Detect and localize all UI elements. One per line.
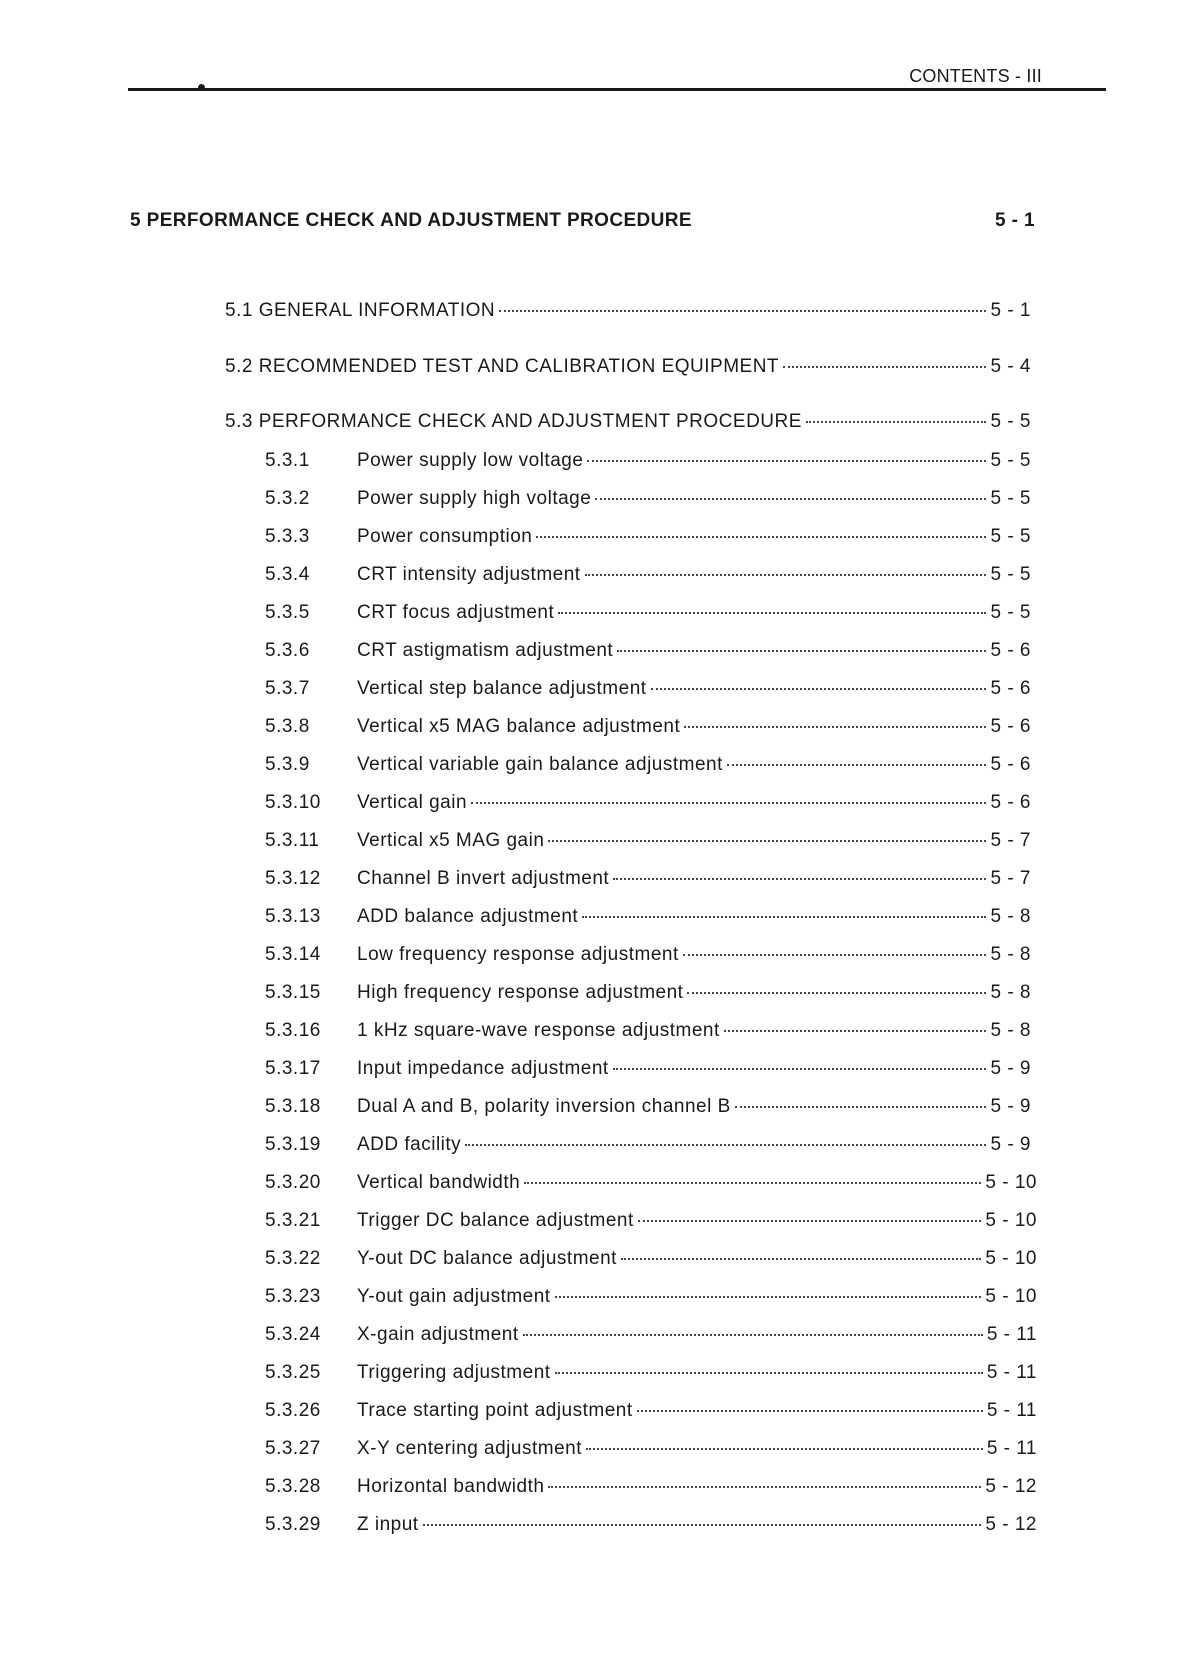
- toc-subsection-number: 5.3.2: [265, 488, 310, 509]
- toc-subsection-title: Triggering adjustment: [357, 1362, 551, 1383]
- toc-subsection-number: 5.3.23: [265, 1286, 321, 1307]
- toc-subsection-number: 5.3.17: [265, 1058, 321, 1079]
- toc-page-number: 5 - 10: [985, 1286, 1037, 1307]
- dot-leader: [783, 366, 986, 368]
- toc-subsection-number: 5.3.24: [265, 1324, 321, 1345]
- chapter-title: 5 PERFORMANCE CHECK AND ADJUSTMENT PROCEDURE: [130, 210, 692, 231]
- dot-leader: [586, 1448, 983, 1450]
- toc-subsection-number: 5.3.10: [265, 792, 321, 813]
- toc-page-number: 5 - 4: [990, 356, 1031, 377]
- toc-subsection-row[interactable]: [265, 1286, 1037, 1312]
- dot-leader: [806, 421, 987, 423]
- dot-leader: [524, 1182, 981, 1184]
- dot-leader: [637, 1410, 983, 1412]
- dot-leader: [595, 498, 986, 500]
- toc-subsection-title: X-gain adjustment: [357, 1324, 519, 1345]
- dot-leader: [684, 726, 986, 728]
- toc-subsection-row[interactable]: [265, 1020, 1031, 1046]
- toc-subsection-row[interactable]: [265, 1248, 1037, 1274]
- toc-page-number: 5 - 7: [990, 868, 1031, 889]
- toc-subsection-title: CRT intensity adjustment: [357, 564, 581, 585]
- toc-page-number: 5 - 12: [985, 1514, 1037, 1535]
- toc-subsection-title: ADD facility: [357, 1134, 462, 1155]
- toc-subsection-title: X-Y centering adjustment: [357, 1438, 582, 1459]
- toc-subsection-title: Vertical x5 MAG gain: [357, 830, 545, 851]
- chapter-heading: [130, 210, 1035, 232]
- toc-subsection-title: Power supply low voltage: [357, 450, 584, 471]
- toc-subsection-number: 5.3.26: [265, 1400, 321, 1421]
- toc-subsection-number: 5.3.29: [265, 1514, 321, 1535]
- toc-subsection-number: 5.3.4: [265, 564, 310, 585]
- toc-page-number: 5 - 6: [990, 640, 1031, 661]
- dot-leader: [613, 1068, 987, 1070]
- toc-subsection-title: ADD balance adjustment: [357, 906, 579, 927]
- toc-subsection-number: 5.3.18: [265, 1096, 321, 1117]
- dot-leader: [651, 688, 987, 690]
- toc-subsection-row[interactable]: [265, 1362, 1037, 1388]
- toc-subsection-title: High frequency response adjustment: [357, 982, 684, 1003]
- toc-subsection-title: Y-out DC balance adjustment: [357, 1248, 617, 1269]
- header-rule: [128, 88, 1106, 91]
- toc-page-number: 5 - 5: [990, 411, 1031, 432]
- toc-page-number: 5 - 8: [990, 1020, 1031, 1041]
- toc-subsection-title: Vertical step balance adjustment: [357, 678, 647, 699]
- dot-leader: [617, 650, 986, 652]
- toc-subsection-number: 5.3.21: [265, 1210, 321, 1231]
- chapter-page: 5 - 1: [994, 210, 1035, 231]
- page-header-label: CONTENTS - III: [909, 66, 1042, 86]
- toc-subsection-number: 5.3.12: [265, 868, 321, 889]
- toc-subsection-row[interactable]: [265, 716, 1031, 742]
- toc-subsection-row[interactable]: [265, 1324, 1037, 1350]
- toc-page-number: 5 - 7: [990, 830, 1031, 851]
- dot-leader: [585, 574, 987, 576]
- toc-page-number: 5 - 8: [990, 982, 1031, 1003]
- toc-subsection-number: 5.3.3: [265, 526, 310, 547]
- toc-subsection-title: 1 kHz square-wave response adjustment: [357, 1020, 720, 1041]
- dot-leader: [582, 916, 986, 918]
- toc-subsection-number: 5.3.20: [265, 1172, 321, 1193]
- toc-page-number: 5 - 5: [990, 450, 1031, 471]
- toc-section-title: 5.1 GENERAL INFORMATION: [225, 300, 496, 321]
- toc-subsection-number: 5.3.11: [265, 830, 320, 851]
- toc-subsection-row[interactable]: [265, 640, 1031, 666]
- toc-subsection-number: 5.3.19: [265, 1134, 321, 1155]
- toc-page-number: 5 - 11: [986, 1400, 1037, 1421]
- dot-leader: [548, 1486, 981, 1488]
- toc-subsection-number: 5.3.1: [265, 450, 310, 471]
- toc-section-row[interactable]: [225, 411, 1031, 437]
- dot-leader: [613, 878, 986, 880]
- toc-subsection-title: Horizontal bandwidth: [357, 1476, 545, 1497]
- header-rule-dot: [198, 84, 205, 91]
- toc-subsection-number: 5.3.27: [265, 1438, 321, 1459]
- toc-page-number: 5 - 10: [985, 1248, 1037, 1269]
- toc-subsection-row[interactable]: [265, 678, 1031, 704]
- toc-page-number: 5 - 5: [990, 564, 1031, 585]
- dot-leader: [555, 1372, 983, 1374]
- toc-subsection-title: Input impedance adjustment: [357, 1058, 609, 1079]
- dot-leader: [735, 1106, 987, 1108]
- toc-subsection-row[interactable]: [265, 450, 1031, 476]
- dot-leader: [621, 1258, 981, 1260]
- toc-subsection-title: Power consumption: [357, 526, 533, 547]
- toc-subsection-number: 5.3.9: [265, 754, 310, 775]
- toc-page-number: 5 - 11: [986, 1362, 1037, 1383]
- toc-subsection-title: Vertical variable gain balance adjustment: [357, 754, 723, 775]
- dot-leader: [687, 992, 986, 994]
- toc-subsection-number: 5.3.6: [265, 640, 310, 661]
- toc-subsection-row[interactable]: [265, 1438, 1037, 1464]
- toc-subsection-title: Dual A and B, polarity inversion channel B: [357, 1096, 731, 1117]
- toc-subsection-title: Vertical gain: [357, 792, 468, 813]
- dot-leader: [683, 954, 987, 956]
- toc-page-number: 5 - 6: [990, 754, 1031, 775]
- dot-leader: [587, 460, 986, 462]
- toc-subsection-number: 5.3.15: [265, 982, 321, 1003]
- toc-subsection-title: Power supply high voltage: [357, 488, 592, 509]
- toc-subsection-title: Channel B invert adjustment: [357, 868, 610, 889]
- toc-subsection-row[interactable]: [265, 830, 1031, 856]
- toc-subsection-row[interactable]: [265, 944, 1031, 970]
- toc-subsection-number: 5.3.22: [265, 1248, 321, 1269]
- toc-subsection-number: 5.3.13: [265, 906, 321, 927]
- toc-page-number: 5 - 10: [985, 1210, 1037, 1231]
- dot-leader: [558, 612, 986, 614]
- toc-subsection-row[interactable]: [265, 906, 1031, 932]
- toc-subsection-title: CRT focus adjustment: [357, 602, 555, 623]
- toc-section-row[interactable]: [225, 300, 1031, 326]
- dot-leader: [638, 1220, 982, 1222]
- toc-page-number: 5 - 10: [985, 1172, 1037, 1193]
- toc-subsection-number: 5.3.16: [265, 1020, 321, 1041]
- dot-leader: [555, 1296, 982, 1298]
- toc-subsection-row[interactable]: [265, 792, 1031, 818]
- toc-section-title: 5.2 RECOMMENDED TEST AND CALIBRATION EQUIPMENT: [225, 356, 780, 377]
- toc-subsection-row[interactable]: [265, 1096, 1031, 1122]
- toc-subsection-row[interactable]: [265, 1058, 1031, 1084]
- toc-subsection-row[interactable]: [265, 488, 1031, 514]
- toc-subsection-number: 5.3.25: [265, 1362, 321, 1383]
- dot-leader: [465, 1144, 986, 1146]
- toc-page-number: 5 - 8: [990, 944, 1031, 965]
- dot-leader: [724, 1030, 987, 1032]
- toc-subsection-row[interactable]: [265, 1210, 1037, 1236]
- toc-page-number: 5 - 9: [990, 1134, 1031, 1155]
- toc-subsection-title: Z input: [357, 1514, 419, 1535]
- toc-page-number: 5 - 5: [990, 526, 1031, 547]
- toc-subsection-number: 5.3.5: [265, 602, 310, 623]
- dot-leader: [548, 840, 986, 842]
- toc-page-number: 5 - 9: [990, 1096, 1031, 1117]
- toc-subsection-row[interactable]: [265, 754, 1031, 780]
- toc-subsection-number: 5.3.7: [265, 678, 310, 699]
- toc-subsection-title: Low frequency response adjustment: [357, 944, 679, 965]
- toc-subsection-row[interactable]: [265, 1400, 1037, 1426]
- toc-page-number: 5 - 8: [990, 906, 1031, 927]
- toc-subsection-number: 5.3.8: [265, 716, 310, 737]
- toc-subsection-row[interactable]: [265, 1476, 1037, 1502]
- dot-leader: [536, 536, 986, 538]
- toc-page-number: 5 - 5: [990, 488, 1031, 509]
- toc-subsection-title: Vertical x5 MAG balance adjustment: [357, 716, 681, 737]
- toc-page-number: 5 - 6: [990, 716, 1031, 737]
- toc-subsection-number: 5.3.28: [265, 1476, 321, 1497]
- toc-page-number: 5 - 1: [990, 300, 1031, 321]
- toc-page-number: 5 - 5: [990, 602, 1031, 623]
- toc-subsection-title: CRT astigmatism adjustment: [357, 640, 614, 661]
- toc-subsection-row[interactable]: [265, 1134, 1031, 1160]
- toc-subsection-title: Trigger DC balance adjustment: [357, 1210, 634, 1231]
- dot-leader: [523, 1334, 983, 1336]
- toc-page-number: 5 - 6: [990, 678, 1031, 699]
- toc-page-number: 5 - 12: [985, 1476, 1037, 1497]
- toc-subsection-row[interactable]: [265, 1514, 1037, 1540]
- dot-leader: [423, 1524, 982, 1526]
- toc-subsection-row[interactable]: [265, 868, 1031, 894]
- dot-leader: [499, 310, 986, 312]
- toc-subsection-row[interactable]: [265, 526, 1031, 552]
- dot-leader: [471, 802, 986, 804]
- toc-subsection-number: 5.3.14: [265, 944, 321, 965]
- toc-subsection-row[interactable]: [265, 564, 1031, 590]
- toc-page-number: 5 - 11: [986, 1324, 1037, 1345]
- toc-section-title: 5.3 PERFORMANCE CHECK AND ADJUSTMENT PROCEDURE: [225, 411, 802, 432]
- toc-subsection-title: Vertical bandwidth: [357, 1172, 521, 1193]
- toc-section-row[interactable]: [225, 356, 1031, 382]
- dot-leader: [727, 764, 987, 766]
- toc-page-number: 5 - 9: [990, 1058, 1031, 1079]
- toc-page-number: 5 - 11: [986, 1438, 1037, 1459]
- toc-subsection-row[interactable]: [265, 602, 1031, 628]
- toc-subsection-title: Trace starting point adjustment: [357, 1400, 633, 1421]
- toc-page-number: 5 - 6: [990, 792, 1031, 813]
- toc-subsection-row[interactable]: [265, 1172, 1037, 1198]
- toc-subsection-title: Y-out gain adjustment: [357, 1286, 551, 1307]
- toc-subsection-row[interactable]: [265, 982, 1031, 1008]
